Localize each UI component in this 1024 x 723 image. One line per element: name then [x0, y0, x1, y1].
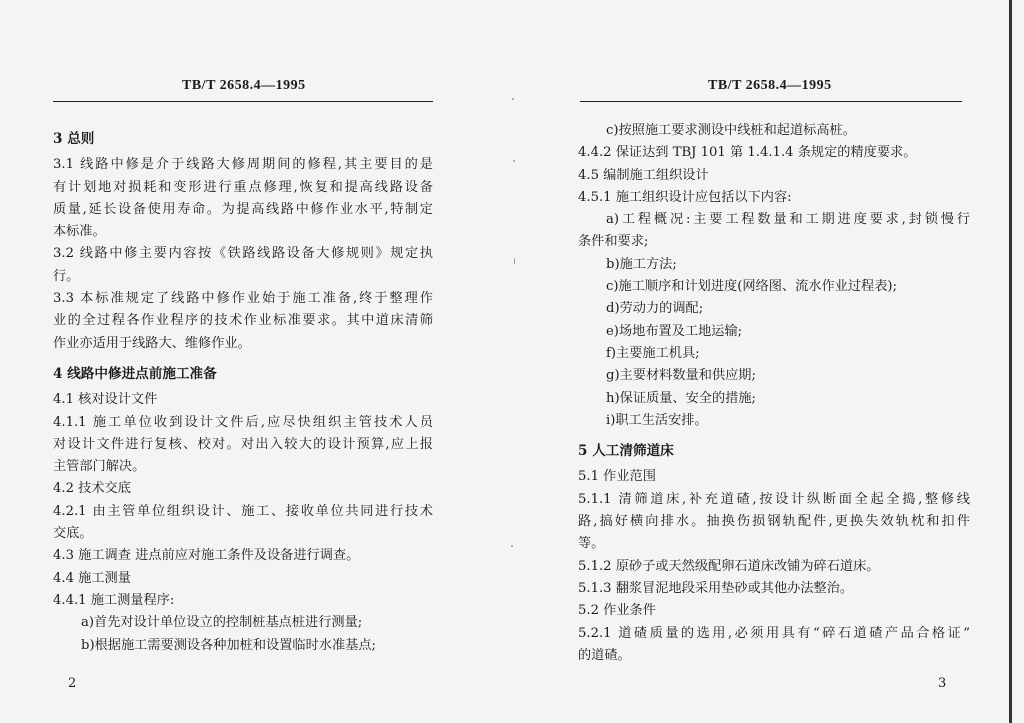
text-line: 4.2.1 由主管单位组织设计、施工、接收单位共同进行技术 — [53, 503, 433, 519]
text-line: h)保证质量、安全的措施; — [606, 390, 756, 406]
text-line: 作业亦适用于线路大、维修作业。 — [53, 335, 251, 351]
header-rule — [53, 101, 433, 102]
text-line: 条件和要求; — [578, 234, 649, 250]
text-line: 对设计文件进行复核、校对。对出入较大的设计预算,应上报 — [53, 436, 433, 452]
text-line: b)根据施工需要测设各种加桩和设置临时水准基点; — [81, 637, 376, 653]
text-line: b)施工方法; — [606, 256, 677, 272]
text-line: d)劳动力的调配; — [606, 301, 704, 317]
right-page — [512, 0, 1024, 723]
section-heading: 4 线路中修进点前施工准备 — [53, 365, 217, 382]
text-line: 3.2 线路中修主要内容按《铁路线路设备大修规则》规定执 — [53, 246, 433, 262]
section-heading: 5 人工清筛道床 — [578, 443, 674, 460]
page-body — [53, 120, 433, 657]
text-line: 5.1.3 翻浆冒泥地段采用垫砂或其他办法整治。 — [578, 580, 854, 596]
text-line: 4.4 施工测量 — [53, 570, 131, 586]
text-line: 的道碴。 — [578, 647, 631, 663]
header-rule — [580, 101, 962, 102]
text-line: 3.3 本标准规定了线路中修作业始于施工准备,终于整理作 — [53, 291, 433, 307]
text-line: 4.1.1 施工单位收到设计文件后,应尽快组织主管技术人员 — [53, 414, 433, 430]
text-line: i)职工生活安排。 — [606, 412, 708, 428]
text-line: 4.3 施工调查 进点前应对施工条件及设备进行调查。 — [53, 548, 360, 564]
text-line: 业的全过程各作业程序的技术作业标准要求。其中道床清筛 — [53, 313, 433, 329]
text-line: 本标准。 — [53, 224, 106, 240]
text-line: 4.1 核对设计文件 — [53, 392, 158, 408]
page-header: TB/T 2658.4—1995 — [182, 78, 306, 93]
section-heading: 3 总则 — [53, 131, 95, 147]
text-line: a)工程概况:主要工程数量和工期进度要求,封锁慢行 — [606, 212, 970, 228]
text-line: c)施工顺序和计划进度(网络图、流水作业过程表); — [606, 279, 898, 295]
book-spine-edge — [1009, 0, 1012, 723]
text-line: 4.4.2 保证达到 TBJ 101 第 1.4.1.4 条规定的精度要求。 — [578, 145, 917, 161]
text-line: 路,搞好横向排水。抽换伤损钢轨配件,更换失效轨枕和扣件 — [578, 514, 970, 530]
text-line: 3.1 线路中修是介于线路大修周期间的修程,其主要目的是 — [53, 157, 433, 173]
text-line: 主管部门解决。 — [53, 459, 146, 475]
scan-speck — [514, 258, 515, 264]
text-line: 5.1 作业范围 — [578, 469, 656, 485]
scan-speck — [511, 545, 513, 547]
page-body — [578, 120, 970, 667]
text-line: g)主要材料数量和供应期; — [606, 368, 756, 384]
page-header: TB/T 2658.4—1995 — [708, 78, 832, 93]
text-line: e)场地布置及工地运输; — [606, 323, 743, 339]
text-line: 行。 — [53, 268, 80, 284]
text-line: 质量,延长设备使用寿命。为提高线路中修作业水平,特制定 — [53, 201, 433, 217]
text-line: f)主要施工机具; — [606, 345, 700, 361]
text-line: 有计划地对损耗和变形进行重点修理,恢复和提高线路设备 — [53, 179, 433, 195]
text-line: a)首先对设计单位设立的控制桩基点桩进行测量; — [81, 615, 363, 631]
page-number: 3 — [938, 676, 947, 691]
text-line: 5.1.1 清筛道床,补充道碴,按设计纵断面全起全捣,整修线 — [578, 491, 970, 507]
text-line: 5.2.1 道碴质量的选用,必须用具有“碎石道碴产品合格证” — [578, 625, 970, 641]
page-number: 2 — [68, 676, 77, 691]
scan-speck — [512, 98, 514, 100]
text-line: 4.2 技术交底 — [53, 481, 131, 497]
text-line: 5.1.2 原砂子或天然级配卵石道床改铺为碎石道床。 — [578, 558, 880, 574]
text-line: 4.5 编制施工组织设计 — [578, 167, 709, 183]
scan-speck — [513, 160, 515, 162]
text-line: c)按照施工要求测设中线桩和起道标高桩。 — [606, 123, 856, 138]
text-line: 4.4.1 施工测量程序: — [53, 592, 175, 608]
text-line: 4.5.1 施工组织设计应包括以下内容: — [578, 189, 792, 205]
text-line: 5.2 作业条件 — [578, 603, 656, 619]
text-line: 交底。 — [53, 526, 93, 542]
text-line: 等。 — [578, 536, 605, 552]
